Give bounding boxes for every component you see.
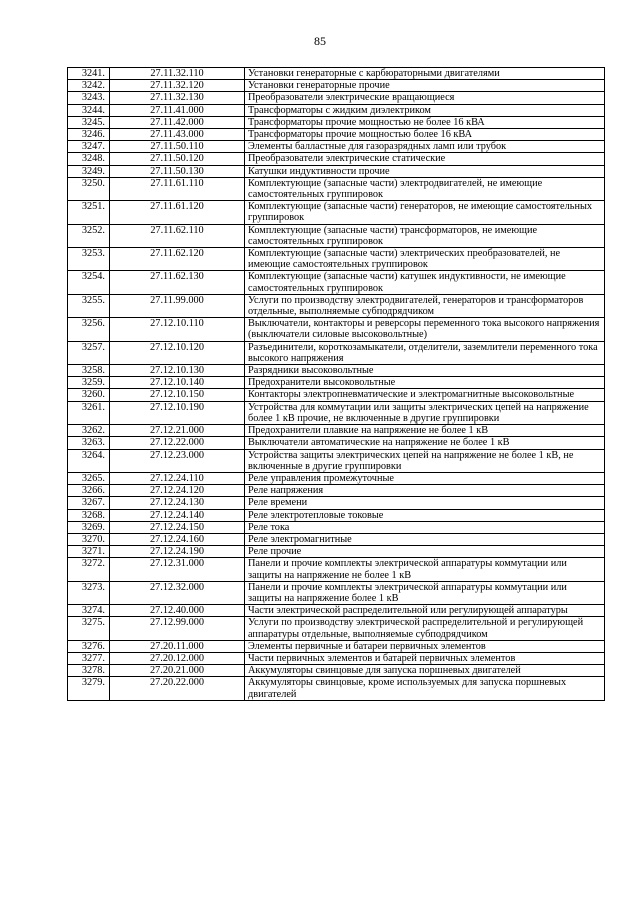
row-name: Трансформаторы прочие мощностью не более 16 кВА [245,116,605,128]
table-row [68,389,605,401]
row-code: 27.11.32.110 [110,68,245,80]
row-code: 27.12.24.140 [110,509,245,521]
row-name: Устройства для коммутации или защиты электрических цепей на напряжение более 1 кВ прочие, не включенные в другие группировки [245,401,605,424]
row-number: 3264. [68,449,110,472]
row-code: 27.12.31.000 [110,558,245,581]
row-number: 3268. [68,509,110,521]
table-row [68,605,605,617]
row-code: 27.20.21.000 [110,665,245,677]
row-name: Комплектующие (запасные части) трансформаторов, не имеющие самостоятельных группировок [245,224,605,247]
row-code: 27.12.10.140 [110,377,245,389]
row-code: 27.12.24.120 [110,485,245,497]
row-name: Реле управления промежуточные [245,472,605,484]
table-row [68,341,605,364]
row-number: 3244. [68,104,110,116]
table-row [68,68,605,80]
row-name: Реле напряжения [245,485,605,497]
table-row [68,665,605,677]
row-name: Услуги по производству электрической распределительной и регулирующей аппаратуры отдельные, выполняемые субподрядчиком [245,617,605,640]
row-code: 27.12.24.160 [110,533,245,545]
row-name: Аккумуляторы свинцовые, кроме используемых для запуска поршневых двигателей [245,677,605,700]
row-number: 3278. [68,665,110,677]
row-code: 27.11.32.130 [110,92,245,104]
row-code: 27.20.11.000 [110,640,245,652]
row-name: Установки генераторные с карбюраторными двигателями [245,68,605,80]
row-number: 3241. [68,68,110,80]
table-row [68,652,605,664]
row-number: 3274. [68,605,110,617]
row-number: 3277. [68,652,110,664]
row-code: 27.12.24.130 [110,497,245,509]
row-name: Реле прочие [245,546,605,558]
row-code: 27.11.50.120 [110,153,245,165]
row-number: 3257. [68,341,110,364]
classifier-table [67,67,605,701]
row-name: Трансформаторы с жидким диэлектриком [245,104,605,116]
row-number: 3276. [68,640,110,652]
table-row [68,581,605,604]
row-name: Реле тока [245,521,605,533]
row-number: 3270. [68,533,110,545]
table-row [68,80,605,92]
row-code: 27.11.42.000 [110,116,245,128]
table-row [68,116,605,128]
row-number: 3275. [68,617,110,640]
row-name: Реле электротепловые токовые [245,509,605,521]
table-row [68,224,605,247]
table-row [68,558,605,581]
row-number: 3265. [68,472,110,484]
row-name: Элементы первичные и батареи первичных элементов [245,640,605,652]
table-row [68,248,605,271]
row-number: 3259. [68,377,110,389]
row-code: 27.11.62.110 [110,224,245,247]
row-number: 3243. [68,92,110,104]
row-number: 3248. [68,153,110,165]
row-name: Аккумуляторы свинцовые для запуска поршневых двигателей [245,665,605,677]
row-code: 27.11.50.130 [110,165,245,177]
row-name: Трансформаторы прочие мощностью более 16 кВА [245,129,605,141]
row-code: 27.12.24.190 [110,546,245,558]
row-code: 27.11.43.000 [110,129,245,141]
table-row [68,497,605,509]
row-number: 3273. [68,581,110,604]
page-number: 85 [314,34,326,48]
table-row [68,437,605,449]
row-number: 3258. [68,365,110,377]
table-row [68,425,605,437]
table-row [68,617,605,640]
table-row [68,533,605,545]
row-name: Панели и прочие комплекты электрической аппаратуры коммутации или защиты на напряжение более 1 кВ [245,581,605,604]
row-name: Комплектующие (запасные части) катушек индуктивности, не имеющие самостоятельных группировок [245,271,605,294]
row-code: 27.12.24.150 [110,521,245,533]
row-name: Комплектующие (запасные части) генераторов, не имеющие самостоятельных группировок [245,201,605,224]
row-number: 3246. [68,129,110,141]
row-name: Преобразователи электрические статические [245,153,605,165]
row-name: Установки генераторные прочие [245,80,605,92]
row-code: 27.12.22.000 [110,437,245,449]
table-row [68,129,605,141]
row-code: 27.20.12.000 [110,652,245,664]
row-number: 3261. [68,401,110,424]
row-number: 3262. [68,425,110,437]
table-row [68,640,605,652]
row-name: Разрядники высоковольтные [245,365,605,377]
table-row [68,449,605,472]
row-code: 27.11.62.120 [110,248,245,271]
row-code: 27.12.32.000 [110,581,245,604]
row-number: 3267. [68,497,110,509]
row-name: Комплектующие (запасные части) электродвигателей, не имеющие самостоятельных группировок [245,177,605,200]
table-row [68,92,605,104]
row-name: Элементы балластные для газоразрядных ламп или трубок [245,141,605,153]
table-row [68,165,605,177]
row-number: 3253. [68,248,110,271]
table-row [68,377,605,389]
row-code: 27.11.61.120 [110,201,245,224]
row-code: 27.11.50.110 [110,141,245,153]
table-row [68,271,605,294]
row-number: 3250. [68,177,110,200]
row-code: 27.11.41.000 [110,104,245,116]
table-row [68,104,605,116]
row-name: Катушки индуктивности прочие [245,165,605,177]
row-code: 27.12.23.000 [110,449,245,472]
row-code: 27.11.99.000 [110,294,245,317]
row-code: 27.12.10.120 [110,341,245,364]
row-number: 3256. [68,318,110,341]
row-name: Части электрической распределительной или регулирующей аппаратуры [245,605,605,617]
table-row [68,177,605,200]
table-body [68,68,605,701]
row-number: 3242. [68,80,110,92]
row-name: Предохранители высоковольтные [245,377,605,389]
row-name: Реле времени [245,497,605,509]
row-number: 3260. [68,389,110,401]
row-name: Выключатели, контакторы и реверсоры переменного тока высокого напряжения (выключатели силовые высоковольтные) [245,318,605,341]
row-number: 3254. [68,271,110,294]
row-code: 27.11.62.130 [110,271,245,294]
row-name: Преобразователи электрические вращающиеся [245,92,605,104]
row-number: 3279. [68,677,110,700]
row-number: 3247. [68,141,110,153]
row-code: 27.12.21.000 [110,425,245,437]
row-name: Панели и прочие комплекты электрической аппаратуры коммутации или защиты на напряжение не более 1 кВ [245,558,605,581]
row-number: 3272. [68,558,110,581]
row-code: 27.11.61.110 [110,177,245,200]
row-code: 27.20.22.000 [110,677,245,700]
row-name: Предохранители плавкие на напряжение не более 1 кВ [245,425,605,437]
row-code: 27.12.10.130 [110,365,245,377]
row-number: 3271. [68,546,110,558]
table-row [68,509,605,521]
row-code: 27.12.24.110 [110,472,245,484]
table-row [68,485,605,497]
row-number: 3249. [68,165,110,177]
row-name: Части первичных элементов и батарей первичных элементов [245,652,605,664]
row-code: 27.12.99.000 [110,617,245,640]
row-name: Реле электромагнитные [245,533,605,545]
row-name: Комплектующие (запасные части) электрических преобразователей, не имеющие самостоятельных группировок [245,248,605,271]
row-number: 3266. [68,485,110,497]
table-row [68,153,605,165]
row-number: 3255. [68,294,110,317]
table-row [68,472,605,484]
row-name: Выключатели автоматические на напряжение не более 1 кВ [245,437,605,449]
table-row [68,677,605,700]
table-row [68,546,605,558]
row-name: Устройства защиты электрических цепей на напряжение не более 1 кВ, не включенные в другие группировки [245,449,605,472]
row-number: 3251. [68,201,110,224]
table-row [68,401,605,424]
table-row [68,141,605,153]
table-row [68,318,605,341]
row-code: 27.11.32.120 [110,80,245,92]
table-row [68,365,605,377]
row-code: 27.12.40.000 [110,605,245,617]
row-code: 27.12.10.190 [110,401,245,424]
table-row [68,201,605,224]
row-name: Разъединители, короткозамыкатели, отделители, заземлители переменного тока высокого напряжения [245,341,605,364]
row-name: Контакторы электропневматические и электромагнитные высоковольтные [245,389,605,401]
row-number: 3245. [68,116,110,128]
row-code: 27.12.10.110 [110,318,245,341]
row-number: 3252. [68,224,110,247]
row-code: 27.12.10.150 [110,389,245,401]
table-row [68,294,605,317]
row-number: 3269. [68,521,110,533]
row-name: Услуги по производству электродвигателей, генераторов и трансформаторов отдельные, выполняемые субподрядчиком [245,294,605,317]
table-row [68,521,605,533]
row-number: 3263. [68,437,110,449]
